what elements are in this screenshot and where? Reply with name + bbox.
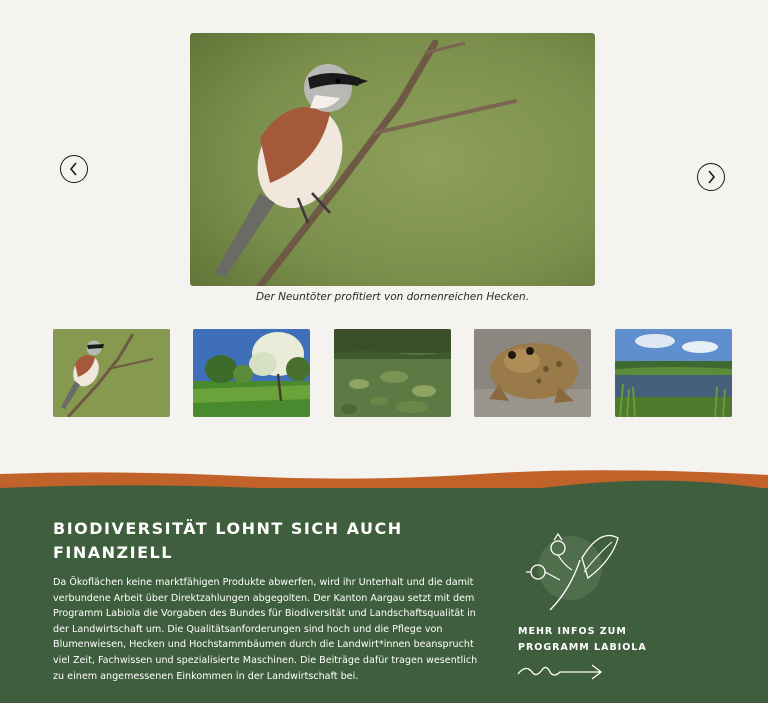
image-caption: Der Neuntöter profitiert von dornenreichen Hecken.	[255, 291, 530, 303]
labiola-info-link[interactable]	[518, 624, 668, 656]
thumbnail-wetland-meadow[interactable]	[334, 329, 451, 417]
cta-line-1: MEHR INFOS ZUM	[518, 626, 627, 637]
section-body-text: Da Ökoflächen keine marktfähigen Produkte abwerfen, wird ihr Unterhalt und die damit verbundene Arbeit über Direktzahlungen abgegolten. Der Kanton Aargau setzt mit dem Programm Labiola die Vorgaben des Bundes für Biodiversität und Landschaftsqualität in der Landwirtschaft um. Die Qualitätsanforderungen sind hoch und die Pflege von Blumenwiesen, Hecken und Hochstammbäumen durch die Landwirt*innen beansprucht viel Zeit, Fachwissen und spezialisierte Maschinen. Die Beiträge dafür tragen wesentlich zu einem angemessenen Einkommen in der Landwirtschaft bei.	[53, 577, 478, 682]
main-image-red-backed-shrike	[190, 33, 595, 286]
thumbnail-bird[interactable]	[53, 329, 170, 417]
arrow-right-icon[interactable]	[516, 660, 606, 682]
chevron-right-icon	[705, 170, 717, 184]
gallery-prev-button[interactable]	[60, 155, 88, 183]
thumbnail-pond[interactable]	[615, 329, 732, 417]
labiola-plant-icon	[520, 530, 630, 615]
chevron-left-icon	[68, 162, 80, 176]
gallery-next-button[interactable]	[697, 163, 725, 191]
section-heading: BIODIVERSITÄT LOHNT SICH AUCH FINANZIELL	[53, 519, 403, 562]
thumbnail-toad[interactable]	[474, 329, 591, 417]
cta-line-2: PROGRAMM LABIOLA	[518, 642, 647, 653]
thumbnail-orchard[interactable]	[193, 329, 310, 417]
thumbnail-strip	[53, 329, 733, 417]
